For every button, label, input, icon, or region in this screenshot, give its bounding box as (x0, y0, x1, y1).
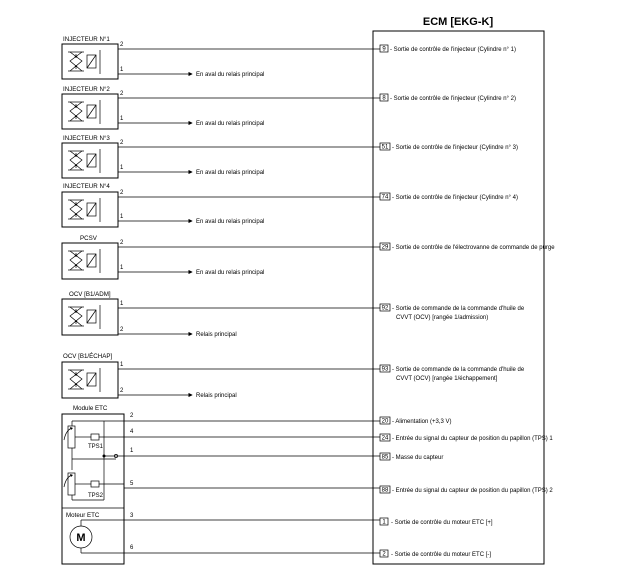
ecm-pin: 8 (382, 95, 386, 102)
ecm-pin-description: - Masse du capteur (392, 455, 444, 461)
ecm-title: ECM [EKG-K] (422, 16, 494, 28)
ecm-pin: 24 (381, 435, 389, 442)
motor-letter: M (76, 532, 86, 544)
ecm-pin: 1 (382, 519, 386, 526)
pin-number: 4 (130, 429, 134, 435)
component-label: INJECTEUR N°2 (63, 86, 110, 93)
reference-label: En aval du relais principal (196, 170, 265, 176)
ecm-pin-description: - Sortie de contrôle de l'électrovanne de commande de purge (392, 245, 555, 251)
component-label: INJECTEUR N°3 (63, 135, 110, 142)
injector-4 (62, 183, 518, 227)
pin-number: 1 (120, 362, 124, 368)
tps1-label: TPS1 (88, 444, 104, 450)
ecm-pin-description: - Sortie de commande de la commande d'huile de (392, 306, 525, 312)
reference-label: Relais principal (196, 332, 237, 338)
ecm-pin: 93 (381, 366, 389, 373)
pin-number: 1 (130, 448, 134, 454)
ecm-box (373, 31, 544, 564)
ecm-pin-description: - Entrée du signal du capteur de position du papillon (TPS) 2 (392, 488, 553, 494)
reference-label: En aval du relais principal (196, 219, 265, 225)
ecm-pin-description: - Sortie de contrôle du moteur ETC [+] (391, 520, 493, 526)
ocv-intake (62, 291, 525, 338)
ecm-pin: 2 (382, 551, 386, 558)
injector-3 (62, 135, 518, 178)
ecm-pin-description: - Sortie de contrôle de l'injecteur (Cylindre n° 1) (390, 47, 516, 53)
pin-number: 2 (120, 240, 124, 246)
component-box (62, 243, 118, 279)
component-label: Moteur ETC (66, 512, 100, 519)
pin-number: 2 (120, 388, 124, 394)
ecm-pin: 51 (381, 144, 389, 151)
pin-number: 2 (120, 91, 124, 97)
ecm-pin-description: - Sortie de contrôle de l'injecteur (Cylindre n° 4) (392, 195, 518, 201)
pin-number: 2 (120, 190, 124, 196)
component-label: OCV [B1/ÉCHAP] (63, 353, 113, 360)
component-label: Module ETC (73, 405, 108, 412)
ecm-pin-description-line2: CVVT (OCV) [rangée 1/échappement] (396, 376, 498, 382)
pin-number: 3 (130, 513, 134, 519)
component-label: INJECTEUR N°4 (63, 183, 110, 190)
pin-number: 1 (120, 301, 124, 307)
pin-number: 1 (120, 116, 124, 122)
ocv-exhaust (62, 353, 525, 399)
ecm-pin-description: - Sortie de contrôle de l'injecteur (Cylindre n° 2) (390, 96, 516, 102)
ecm-pin: 74 (381, 194, 389, 201)
component-label: OCV [B1/ADM] (69, 291, 111, 298)
reference-label: Relais principal (196, 393, 237, 399)
pin-number: 6 (130, 545, 134, 551)
pin-number: 5 (130, 481, 134, 487)
ecm-pin-description: - Sortie de commande de la commande d'huile de (392, 367, 525, 373)
ecm-pin: 85 (381, 454, 389, 461)
component-box (62, 299, 118, 335)
ecm-pin: 29 (381, 244, 389, 251)
component-label: PCSV (80, 235, 97, 242)
pin-number: 1 (120, 67, 124, 73)
ecm-pin-description: - Sortie de contrôle du moteur ETC [-] (391, 552, 492, 558)
ecm-pin: 92 (381, 305, 389, 312)
pin-number: 2 (130, 413, 134, 419)
injector-1 (62, 36, 516, 79)
reference-label: En aval du relais principal (196, 121, 265, 127)
pin-number: 1 (120, 265, 124, 271)
component-label: INJECTEUR N°1 (63, 36, 110, 43)
ecm-pin-description: - Entrée du signal du capteur de position du papillon (TPS) 1 (392, 436, 553, 442)
reference-label: En aval du relais principal (196, 72, 265, 78)
component-box (62, 362, 118, 398)
pin-number: 1 (120, 165, 124, 171)
ecm-pin-description: - Alimentation (+3,3 V) (392, 419, 452, 425)
etc-module (62, 405, 553, 564)
tps2-label: TPS2 (88, 493, 104, 499)
pcsv (62, 235, 555, 279)
pin-number: 2 (120, 327, 124, 333)
reference-label: En aval du relais principal (196, 270, 265, 276)
ecm-pin-description-line2: CVVT (OCV) [rangée 1/admission) (396, 315, 489, 321)
ecm-pin: 88 (381, 487, 389, 494)
injector-2 (62, 86, 516, 129)
pin-number: 2 (120, 42, 124, 48)
ecm-pin: 9 (382, 46, 386, 53)
pin-number: 2 (120, 140, 124, 146)
ecm-pin: 20 (381, 418, 389, 425)
pin-number: 1 (120, 214, 124, 220)
ecm-pin-description: - Sortie de contrôle de l'injecteur (Cylindre n° 3) (392, 145, 518, 151)
